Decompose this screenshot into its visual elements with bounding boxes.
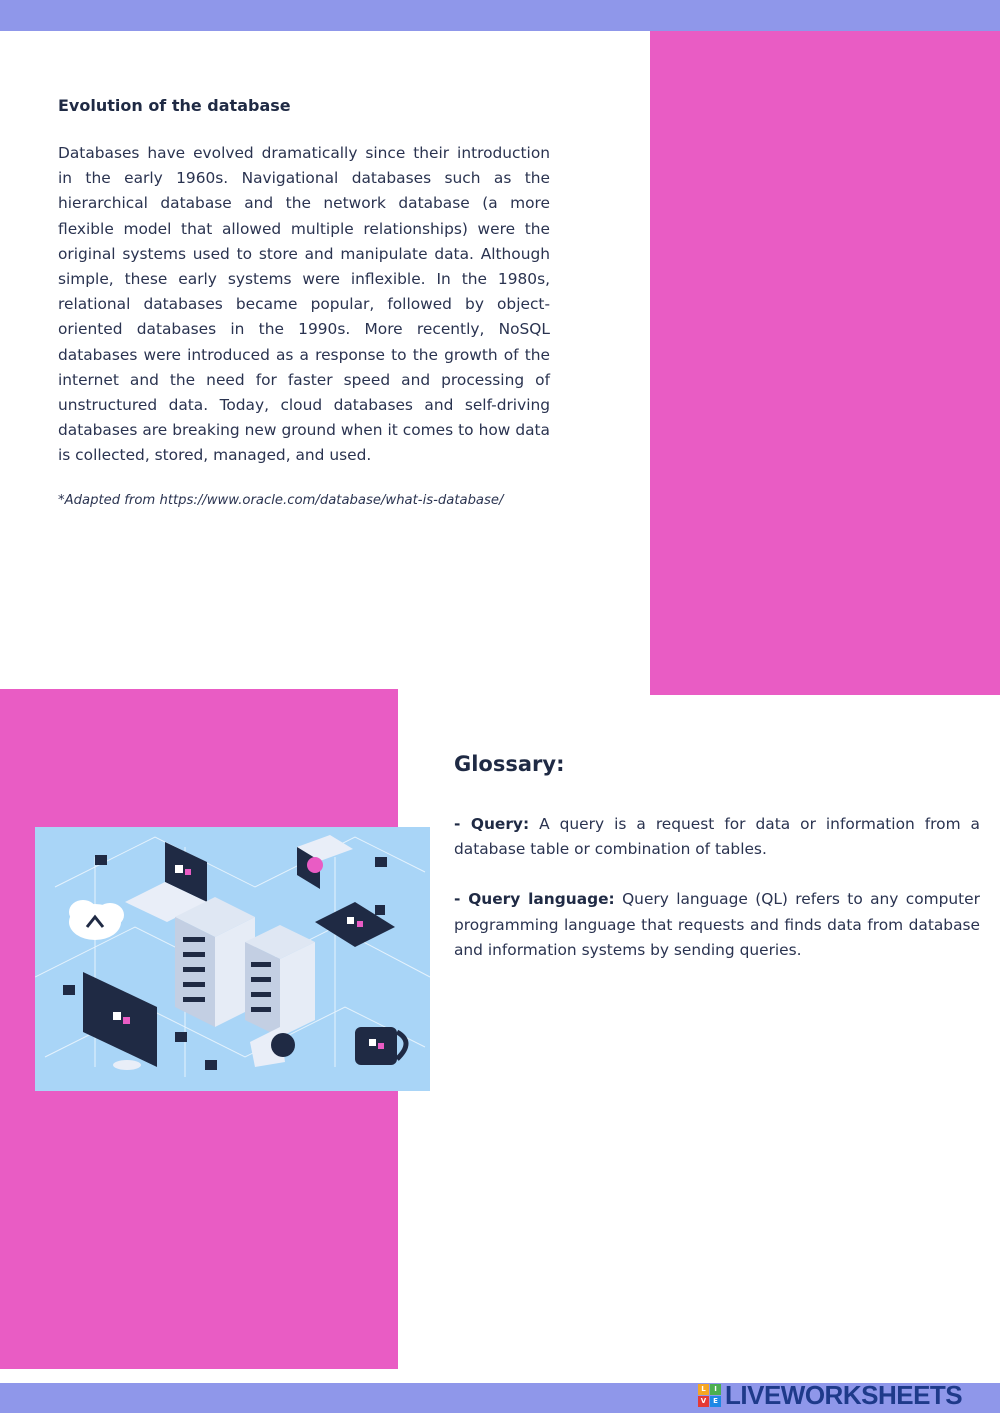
logo-letter: E [710, 1396, 721, 1407]
glossary-section [454, 752, 980, 988]
megaphone-icon [250, 1027, 295, 1067]
top-bar [0, 0, 1000, 31]
cloud-icon [69, 900, 124, 940]
camera-icon [297, 835, 353, 889]
article-section [58, 96, 550, 511]
database-illustration [35, 827, 430, 1091]
logo-letter: I [710, 1384, 721, 1395]
glossary-entry-query [454, 812, 980, 862]
glossary-definition: Query language (QL) refers to any computer programming language that requests and finds data from database and information systems by sending queries. [454, 890, 980, 959]
glossary-term: - Query language: [454, 890, 615, 909]
liveworksheets-logo-icon [698, 1384, 721, 1407]
liveworksheets-brand[interactable] [698, 1380, 962, 1410]
article-body: Databases have evolved dramatically since their introduction in the early 1960s. Navigational databases such as the hierarchical database and the network database (a more flexible model that allowed multiple relationships) were the original systems used to store and manipulate data. Although simple, these early systems were inflexible. In the 1980s, relational databases became popular, followed by object-oriented databases in the 1990s. More recently, NoSQL databases were introduced as a response to the growth of the internet and the need for faster speed and processing of unstructured data. Today, cloud databases and self-driving databases are breaking new ground when it comes to how data is collected, stored, managed, and used. [58, 144, 550, 465]
brand-name: LIVEWORKSHEETS [725, 1379, 963, 1410]
article-title: Evolution of the database [58, 96, 291, 115]
server-rack-icon [175, 897, 315, 1037]
smartwatch-icon [355, 1027, 406, 1065]
pink-block-right [650, 31, 1000, 695]
glossary-term: - Query: [454, 815, 530, 833]
glossary-entry-query-language [454, 887, 980, 963]
glossary-title: Glossary: [454, 752, 565, 776]
logo-letter: V [698, 1396, 709, 1407]
database-network-icon [35, 827, 430, 1091]
glossary-definition: A query is a request for data or information from a database table or combination of tables. [454, 815, 980, 859]
logo-letter: L [698, 1384, 709, 1395]
source-note: *Adapted from https://www.oracle.com/database/what-is-database/ [58, 492, 504, 508]
monitor-icon [83, 972, 157, 1070]
